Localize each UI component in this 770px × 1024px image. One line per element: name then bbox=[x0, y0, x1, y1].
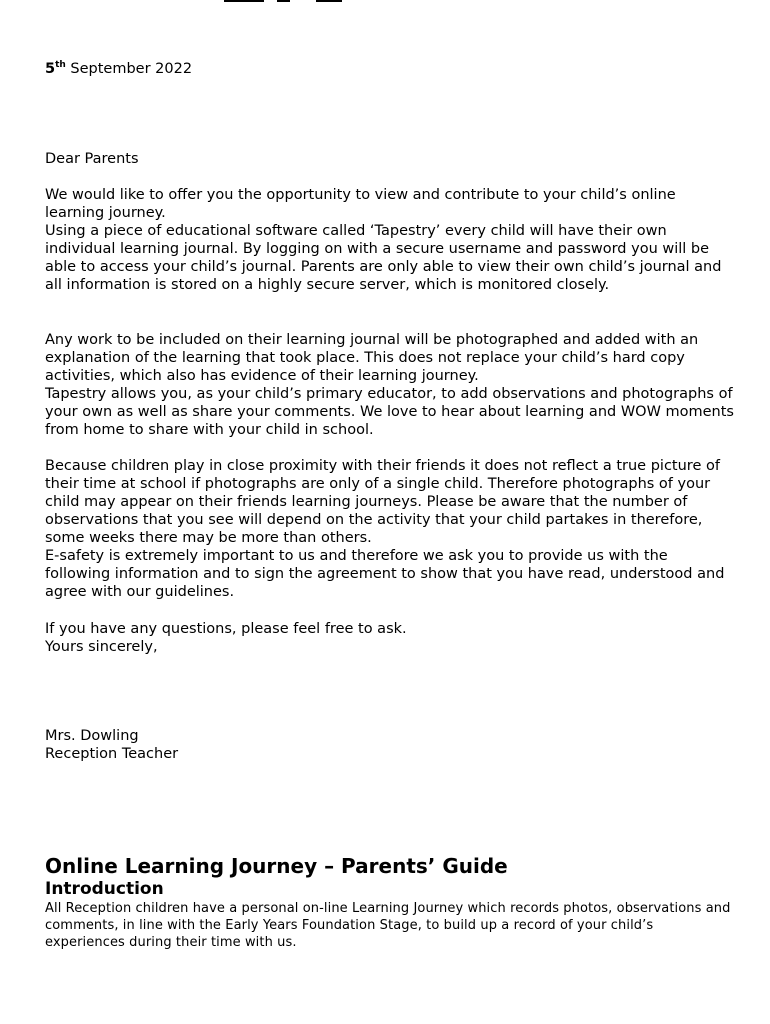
signature-role: Reception Teacher bbox=[45, 746, 179, 762]
signature-name: Mrs. Dowling bbox=[45, 728, 139, 744]
paragraph-safety: Because children play in close proximity with their friends it does not reflect a true picture of their time at school if photographs are only of a single child. Therefore photographs of your child may appear on their friends learning journeys. Please be aware that the number of observations that you see will depend on the activity that your child partakes in therefore, some weeks there may be more than others. E-safety is extremely important to us and therefore we ask you to provide us with the following information and to sign the agreement to show that you have read, understood and agree with our guidelines. bbox=[45, 458, 725, 600]
top-rule bbox=[277, 0, 290, 2]
date-day: 5 bbox=[45, 61, 56, 77]
greeting: Dear Parents bbox=[45, 151, 139, 167]
paragraph-work: Any work to be included on their learning journal will be photographed and added with an explanation of the learning that took place. This does not replace your child’s hard copy activities, which also has evidence of their learning journey. Tapestry allows you, as your child’s primary educator, to add observations and photographs of your own as well as share your comments. We love to hear about learning and WOW moments from home to share with your child in school. bbox=[45, 332, 734, 438]
paragraph-intro: We would like to offer you the opportunity to view and contribute to your child’s online learning journey. Using a piece of educational software called ‘Tapestry’ every child will have their own individual learning journal. By logging on with a secure username and password you will be able to access your child’s journal. Parents are only able to view their own child’s journal and all information is stored on a highly secure server, which is monitored closely. bbox=[45, 187, 722, 293]
letter-date bbox=[45, 60, 192, 78]
intro-heading: Introduction bbox=[45, 879, 164, 899]
guide-title: Online Learning Journey – Parents’ Guide bbox=[45, 854, 508, 878]
top-rule bbox=[224, 0, 264, 2]
top-rule bbox=[316, 0, 342, 2]
date-suffix: th bbox=[55, 60, 66, 71]
intro-text: All Reception children have a personal on-line Learning Journey which records photos, observations and comments, in line with the Early Years Foundation Stage, to build up a record of your child’s experiences during their time with us. bbox=[45, 901, 731, 950]
paragraph-closing: If you have any questions, please feel free to ask. Yours sincerely, bbox=[45, 621, 407, 655]
date-rest: September 2022 bbox=[65, 61, 193, 77]
